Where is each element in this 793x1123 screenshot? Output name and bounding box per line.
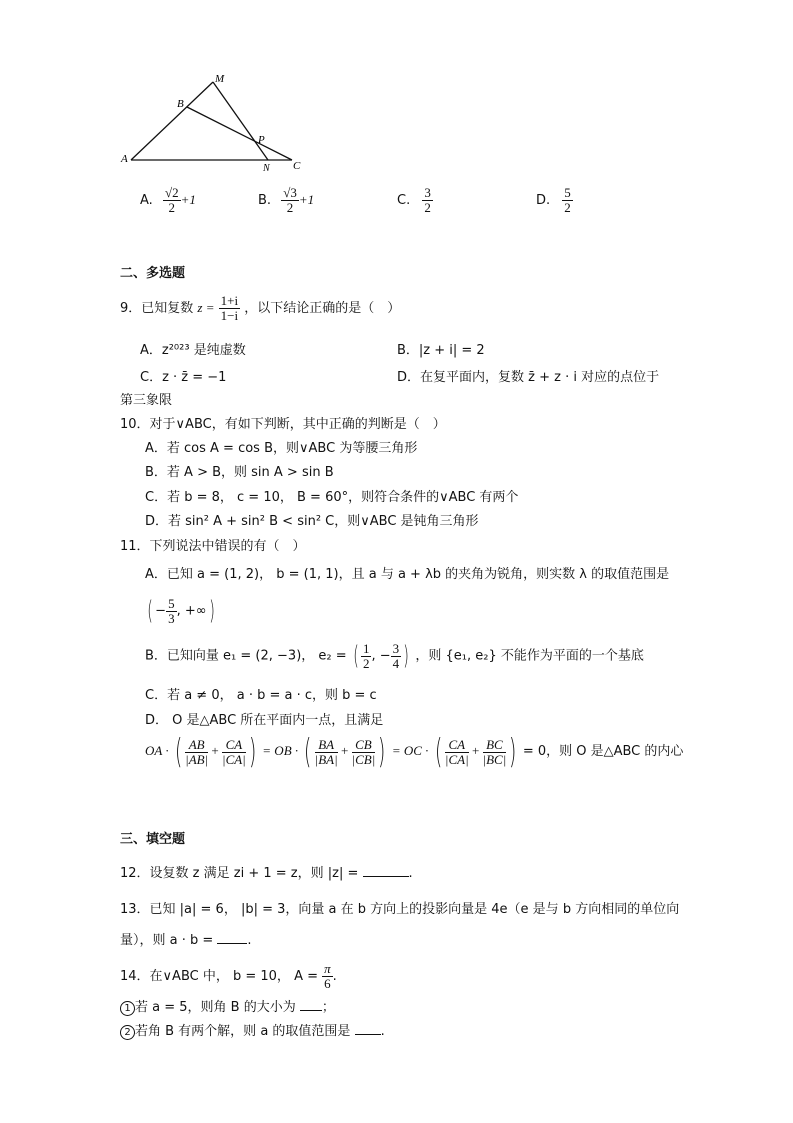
paren-left: ( <box>147 596 153 626</box>
fraction <box>361 642 372 671</box>
q9-option-a: A．z²⁰²³ 是纯虚数 <box>140 343 246 358</box>
vec-oa: OA · <box>145 742 169 758</box>
q8-option-d <box>536 186 573 215</box>
question-14-stem <box>120 962 337 991</box>
numerator: CA <box>445 738 469 753</box>
q14-sub-1 <box>120 996 335 1016</box>
q9-option-b: B．|z + i| = 2 <box>397 343 485 358</box>
q8-option-b <box>258 186 314 215</box>
vec-ob: = OB · <box>262 742 299 758</box>
q11-option-b <box>145 639 644 673</box>
numerator: BC <box>483 738 507 753</box>
denominator: |CB| <box>351 751 376 767</box>
q11-option-d-equation: OA · ( $\frac{AB}{|AB|}$ + $\frac{CA}{|CA|}$ ) = OB · ( $\frac{BA}{|BA|}$ + $\frac{CB}{|CB|}$ ) = OC · ( $\frac{CA}{|CA|}$ + $\frac{BC}{|BC|}$ ) = 0，则 O 是△ABC 的内心 <box>145 732 684 772</box>
q10-option-d: D．若 sin² A + sin² B < sin² C，则∨ABC 是钝角三角形 <box>145 514 479 529</box>
range-tail: , +∞ <box>176 603 207 619</box>
answer-blank[interactable] <box>300 998 322 1011</box>
question-12 <box>120 862 413 881</box>
segment-mn <box>213 82 268 160</box>
denominator: 2 <box>168 200 175 215</box>
fraction <box>315 738 338 767</box>
denominator: 2 <box>286 200 294 215</box>
q9-option-c: C．z · z̄ = −1 <box>140 370 227 385</box>
numerator: 5 <box>564 185 571 200</box>
denominator: 6 <box>324 976 331 991</box>
answer-blank[interactable] <box>363 864 409 877</box>
denominator: 2 <box>564 200 571 215</box>
label-a: A <box>121 153 128 165</box>
numerator: √3 <box>283 185 297 200</box>
option-label: B. <box>258 193 272 208</box>
q11-option-a: A．已知 a = (1, 2)， b = (1, 1)，且 a 与 a + λb 的夹角为锐角，则实数 λ 的取值范围是 <box>145 567 670 582</box>
label-b: B <box>177 98 184 110</box>
paren-left: ( <box>304 732 312 772</box>
denominator: 4 <box>392 655 400 671</box>
fraction <box>163 186 181 215</box>
paren-right: ) <box>509 732 517 772</box>
segment-am <box>131 82 213 160</box>
option-label: A. <box>140 193 153 208</box>
label-p: P <box>258 134 265 146</box>
paren-left: ( <box>353 641 359 671</box>
z-var: z = <box>197 300 215 315</box>
denominator: |BC| <box>482 751 507 767</box>
minus: − <box>155 603 167 619</box>
section-title: 二、多选题 <box>120 266 186 281</box>
question-10-stem: 10．对于∨ABC，有如下判断，其中正确的判断是（ ） <box>120 417 446 432</box>
fraction <box>445 738 469 767</box>
q10-option-a: A．若 cos A = cos B，则∨ABC 为等腰三角形 <box>145 441 418 456</box>
fraction <box>422 186 433 215</box>
numerator: 1 <box>362 640 370 656</box>
numerator: 3 <box>392 640 400 656</box>
q14-sub-2 <box>120 1020 385 1040</box>
question-13-cont <box>120 929 252 948</box>
triangle-figure <box>115 72 315 177</box>
text: . <box>408 866 413 881</box>
circle-number-icon: 2 <box>120 1025 135 1040</box>
numerator: CB <box>352 738 376 753</box>
question-13: 13．已知 |a| = 6， |b| = 3，向量 a 在 b 方向上的投影向量是 4e（e 是与 b 方向相同的单位向 <box>120 902 680 917</box>
question-11-stem: 11．下列说法中错误的有（ ） <box>120 539 306 554</box>
fraction <box>222 738 246 767</box>
text: 12．设复数 z 满足 zi + 1 = z，则 |z| = <box>120 866 359 881</box>
answer-blank[interactable] <box>355 1022 381 1035</box>
text: ，则 {e₁, e₂} 不能作为平面的一个基底 <box>415 648 644 664</box>
option-label: C. <box>397 193 411 208</box>
vec-oc: = OC · <box>391 742 429 758</box>
denominator: |AB| <box>185 751 209 767</box>
q8-option-a <box>140 186 196 215</box>
option-label: D. <box>536 193 551 208</box>
q11-option-c: C．若 a ≠ 0， a · b = a · c，则 b = c <box>145 688 377 703</box>
label-m: M <box>215 73 225 85</box>
paren-right: ) <box>378 732 386 772</box>
fraction <box>219 294 240 323</box>
period: . <box>332 969 337 984</box>
section-title: 三、填空题 <box>120 832 186 847</box>
denominator: |CA| <box>222 751 246 767</box>
paren-left: ( <box>434 732 442 772</box>
denominator: |BA| <box>314 751 338 767</box>
q9-option-d-cont: 第三象限 <box>120 393 173 408</box>
tail: +1 <box>180 192 196 207</box>
comma-minus: , − <box>371 648 391 664</box>
numerator: π <box>324 961 331 976</box>
paren-right: ) <box>208 596 215 626</box>
stem-text: 9．已知复数 <box>120 301 194 316</box>
q9-option-d: D．在复平面内，复数 z̄ + z · i 对应的点位于 <box>397 370 660 385</box>
fraction <box>562 186 573 215</box>
q10-option-b: B．若 A > B，则 sin A > sin B <box>145 465 334 480</box>
numerator: BA <box>315 738 338 753</box>
text: ； <box>321 1000 335 1015</box>
fraction <box>322 962 333 991</box>
numerator: √2 <box>164 185 179 200</box>
fraction <box>185 738 208 767</box>
paren-left: ( <box>174 732 183 772</box>
text: . <box>380 1024 385 1039</box>
q11-option-d: D． O 是△ABC 所在平面内一点，且满足 <box>145 713 384 728</box>
q8-option-c <box>397 186 433 215</box>
question-9-stem <box>120 294 400 323</box>
denominator: 1−i <box>220 308 239 323</box>
paren-right: ) <box>403 641 409 671</box>
circle-number-icon: 1 <box>120 1001 135 1016</box>
stem-text: ，以下结论正确的是（ ） <box>244 301 401 316</box>
text: 若 a = 5，则角 B 的大小为 <box>135 1000 296 1015</box>
numerator: 5 <box>168 595 175 611</box>
denominator: |CA| <box>444 751 469 767</box>
paren-right: ) <box>248 732 257 772</box>
numerator: AB <box>185 738 208 753</box>
text: = 0，则 O 是△ABC 的内心 <box>522 743 684 759</box>
label-n: N <box>263 163 270 174</box>
text: 若角 B 有两个解，则 a 的取值范围是 <box>135 1024 351 1039</box>
segment-bc <box>187 107 292 160</box>
text: 14．在∨ABC 中， b = 10， A = <box>120 969 318 984</box>
fraction <box>391 642 402 671</box>
numerator: 3 <box>424 185 431 200</box>
q10-option-c: C．若 b = 8， c = 10， B = 60°，则符合条件的∨ABC 有两个 <box>145 490 519 505</box>
q11-option-a-range <box>145 594 217 628</box>
denominator: 2 <box>362 655 370 671</box>
fraction <box>483 738 507 767</box>
fraction <box>352 738 376 767</box>
text: 量），则 a · b = <box>120 933 214 948</box>
numerator: 1+i <box>220 293 239 308</box>
tail: +1 <box>298 192 315 207</box>
denominator: 3 <box>168 610 175 626</box>
label-c: C <box>293 160 301 172</box>
fraction <box>281 186 299 215</box>
answer-blank[interactable] <box>217 931 247 944</box>
text: B．已知向量 e₁ = (2, −3)， e₂ = <box>145 648 347 664</box>
numerator: CA <box>222 738 246 753</box>
text: . <box>247 933 252 948</box>
denominator: 2 <box>424 200 431 215</box>
fraction <box>166 597 177 626</box>
